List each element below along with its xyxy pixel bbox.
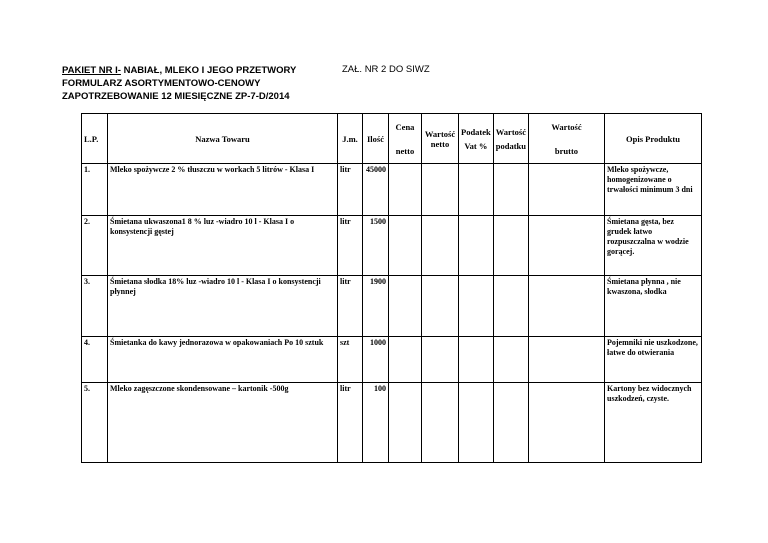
col-price	[389, 114, 422, 164]
col-gross-top: Wartość	[551, 121, 582, 132]
row-lp: 1.	[82, 164, 108, 216]
row-vat	[459, 216, 494, 276]
col-vat	[459, 114, 494, 164]
package-title: NABIAŁ, MLEKO I JEGO PRZETWORY	[120, 65, 297, 76]
row-vat	[459, 383, 494, 463]
row-unit: litr	[338, 276, 363, 337]
row-qty: 1500	[363, 216, 389, 276]
col-name: Nazwa Towaru	[108, 114, 338, 164]
row-tax-value	[493, 383, 528, 463]
row-price	[389, 276, 422, 337]
col-gross-bottom: brutto	[554, 145, 579, 156]
row-price	[389, 337, 422, 383]
col-tax-value-bottom: podatku	[495, 140, 526, 151]
col-vat-top: Podatek	[461, 126, 491, 137]
col-desc: Opis Produktu	[605, 114, 702, 164]
row-price	[389, 164, 422, 216]
row-name: Śmietana ukwaszona1 8 % luz -wiadro 10 l - Klasa I o konsystencji gęstej	[108, 216, 338, 276]
header-line-2: FORMULARZ ASORTYMENTOWO-CENOWY	[62, 78, 261, 89]
col-price-bottom: netto	[395, 145, 415, 156]
row-desc: Pojemniki nie uszkodzone, łatwe do otwierania	[605, 337, 702, 383]
row-lp: 5.	[82, 383, 108, 463]
col-unit: J.m.	[338, 114, 363, 164]
row-price	[389, 383, 422, 463]
col-net-value: Wartość netto	[422, 114, 459, 164]
row-lp: 4.	[82, 337, 108, 383]
row-tax-value	[493, 337, 528, 383]
row-qty: 45000	[363, 164, 389, 216]
product-table	[81, 113, 702, 463]
row-vat	[459, 337, 494, 383]
row-unit: litr	[338, 216, 363, 276]
row-net-value	[422, 164, 459, 216]
row-vat	[459, 276, 494, 337]
row-unit: litr	[338, 383, 363, 463]
table-row	[82, 383, 702, 463]
row-qty: 1000	[363, 337, 389, 383]
col-qty: Ilość	[363, 114, 389, 164]
row-net-value	[422, 337, 459, 383]
row-qty: 100	[363, 383, 389, 463]
col-price-top: Cena	[395, 121, 415, 132]
row-name: Śmietana słodka 18% luz -wiadro 10 l - Klasa I o konsystencji płynnej	[108, 276, 338, 337]
row-gross	[529, 276, 605, 337]
row-name: Mleko zagęszczone skondensowane – kartonik -500g	[108, 383, 338, 463]
row-price	[389, 216, 422, 276]
row-lp: 2.	[82, 216, 108, 276]
table-row	[82, 164, 702, 216]
row-name: Śmietanka do kawy jednorazowa w opakowaniach Po 10 sztuk	[108, 337, 338, 383]
row-unit: litr	[338, 164, 363, 216]
table-row	[82, 216, 702, 276]
header-row	[82, 114, 702, 164]
package-number: PAKIET NR I-	[62, 65, 121, 76]
col-gross	[529, 114, 605, 164]
col-tax-value	[493, 114, 528, 164]
table-row	[82, 276, 702, 337]
row-tax-value	[493, 164, 528, 216]
row-gross	[529, 337, 605, 383]
col-tax-value-top: Wartość	[495, 126, 526, 137]
annex-label: ZAŁ. NR 2 DO SIWZ	[342, 64, 430, 75]
row-net-value	[422, 276, 459, 337]
row-net-value	[422, 216, 459, 276]
table-row	[82, 337, 702, 383]
row-net-value	[422, 383, 459, 463]
row-desc: Śmietana gęsta, bez grudek łatwo rozpuszczalna w wodzie gorącej.	[605, 216, 702, 276]
row-vat	[459, 164, 494, 216]
row-qty: 1900	[363, 276, 389, 337]
row-desc: Mleko spożywcze, homogenizowane o trwałości minimum 3 dni	[605, 164, 702, 216]
row-gross	[529, 216, 605, 276]
row-name: Mleko spożywcze 2 % tłuszczu w workach 5 litrów - Klasa I	[108, 164, 338, 216]
header-line-3: ZAPOTRZEBOWANIE 12 MIESIĘCZNE ZP-7-D/2014	[62, 91, 290, 102]
header-line-1	[62, 64, 296, 77]
row-unit: szt	[338, 337, 363, 383]
col-lp: L.P.	[82, 114, 108, 164]
row-gross	[529, 383, 605, 463]
row-lp: 3.	[82, 276, 108, 337]
col-vat-bottom: Vat %	[464, 140, 488, 151]
row-tax-value	[493, 216, 528, 276]
row-desc: Śmietana płynna , nie kwaszona, słodka	[605, 276, 702, 337]
row-gross	[529, 164, 605, 216]
row-tax-value	[493, 276, 528, 337]
row-desc: Kartony bez widocznych uszkodzeń, czyste.	[605, 383, 702, 463]
